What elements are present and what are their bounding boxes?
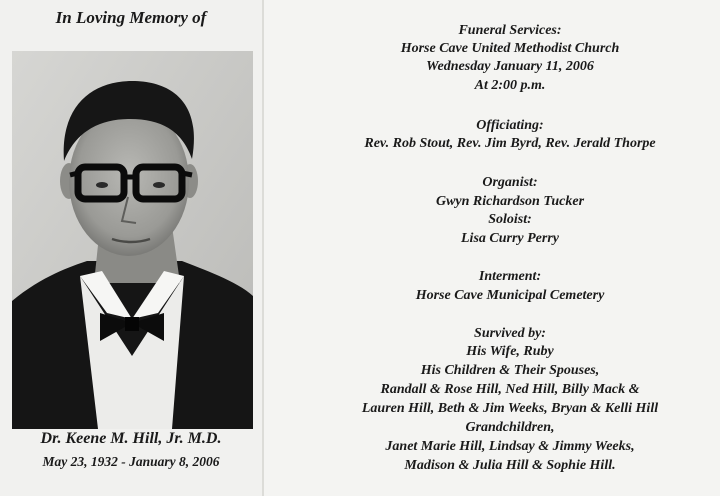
soloist-heading: Soloist: bbox=[488, 212, 532, 227]
survivor-line: His Wife, Ruby bbox=[466, 344, 554, 359]
survivor-line: His Children & Their Spouses, bbox=[420, 363, 600, 378]
interment-heading: Interment: bbox=[478, 269, 542, 284]
organist-heading: Organist: bbox=[482, 175, 538, 190]
survivor-line: Randall & Rose Hill, Ned Hill, Billy Mack & bbox=[380, 382, 640, 397]
service-time: At 2:00 p.m. bbox=[474, 78, 546, 93]
portrait-photo bbox=[12, 51, 253, 429]
fold-line bbox=[262, 0, 264, 496]
survivor-line: Grandchildren, bbox=[465, 420, 555, 435]
memorial-title: In Loving Memory of bbox=[55, 8, 207, 27]
survivor-line: Lauren Hill, Beth & Jim Weeks, Bryan & Kelli Hill bbox=[361, 401, 659, 416]
officiating-heading: Officiating: bbox=[476, 118, 544, 133]
service-date: Wednesday January 11, 2006 bbox=[426, 59, 594, 74]
service-program bbox=[300, 0, 720, 496]
life-dates: May 23, 1932 - January 8, 2006 bbox=[42, 454, 220, 469]
survivor-line: Janet Marie Hill, Lindsay & Jimmy Weeks, bbox=[385, 439, 635, 454]
services-heading: Funeral Services: bbox=[458, 23, 562, 38]
officiants: Rev. Rob Stout, Rev. Jim Byrd, Rev. Jerald Thorpe bbox=[364, 136, 656, 151]
deceased-name: Dr. Keene M. Hill, Jr. M.D. bbox=[40, 430, 222, 447]
memorial-panel bbox=[0, 0, 262, 496]
soloist-name: Lisa Curry Perry bbox=[461, 231, 559, 246]
survivor-line: Madison & Julia Hill & Sophie Hill. bbox=[404, 458, 616, 473]
survived-heading: Survived by: bbox=[474, 326, 546, 341]
cemetery-name: Horse Cave Municipal Cemetery bbox=[415, 288, 605, 303]
portrait-illustration bbox=[12, 51, 253, 429]
church-name: Horse Cave United Methodist Church bbox=[400, 41, 620, 56]
organist-name: Gwyn Richardson Tucker bbox=[435, 194, 585, 209]
